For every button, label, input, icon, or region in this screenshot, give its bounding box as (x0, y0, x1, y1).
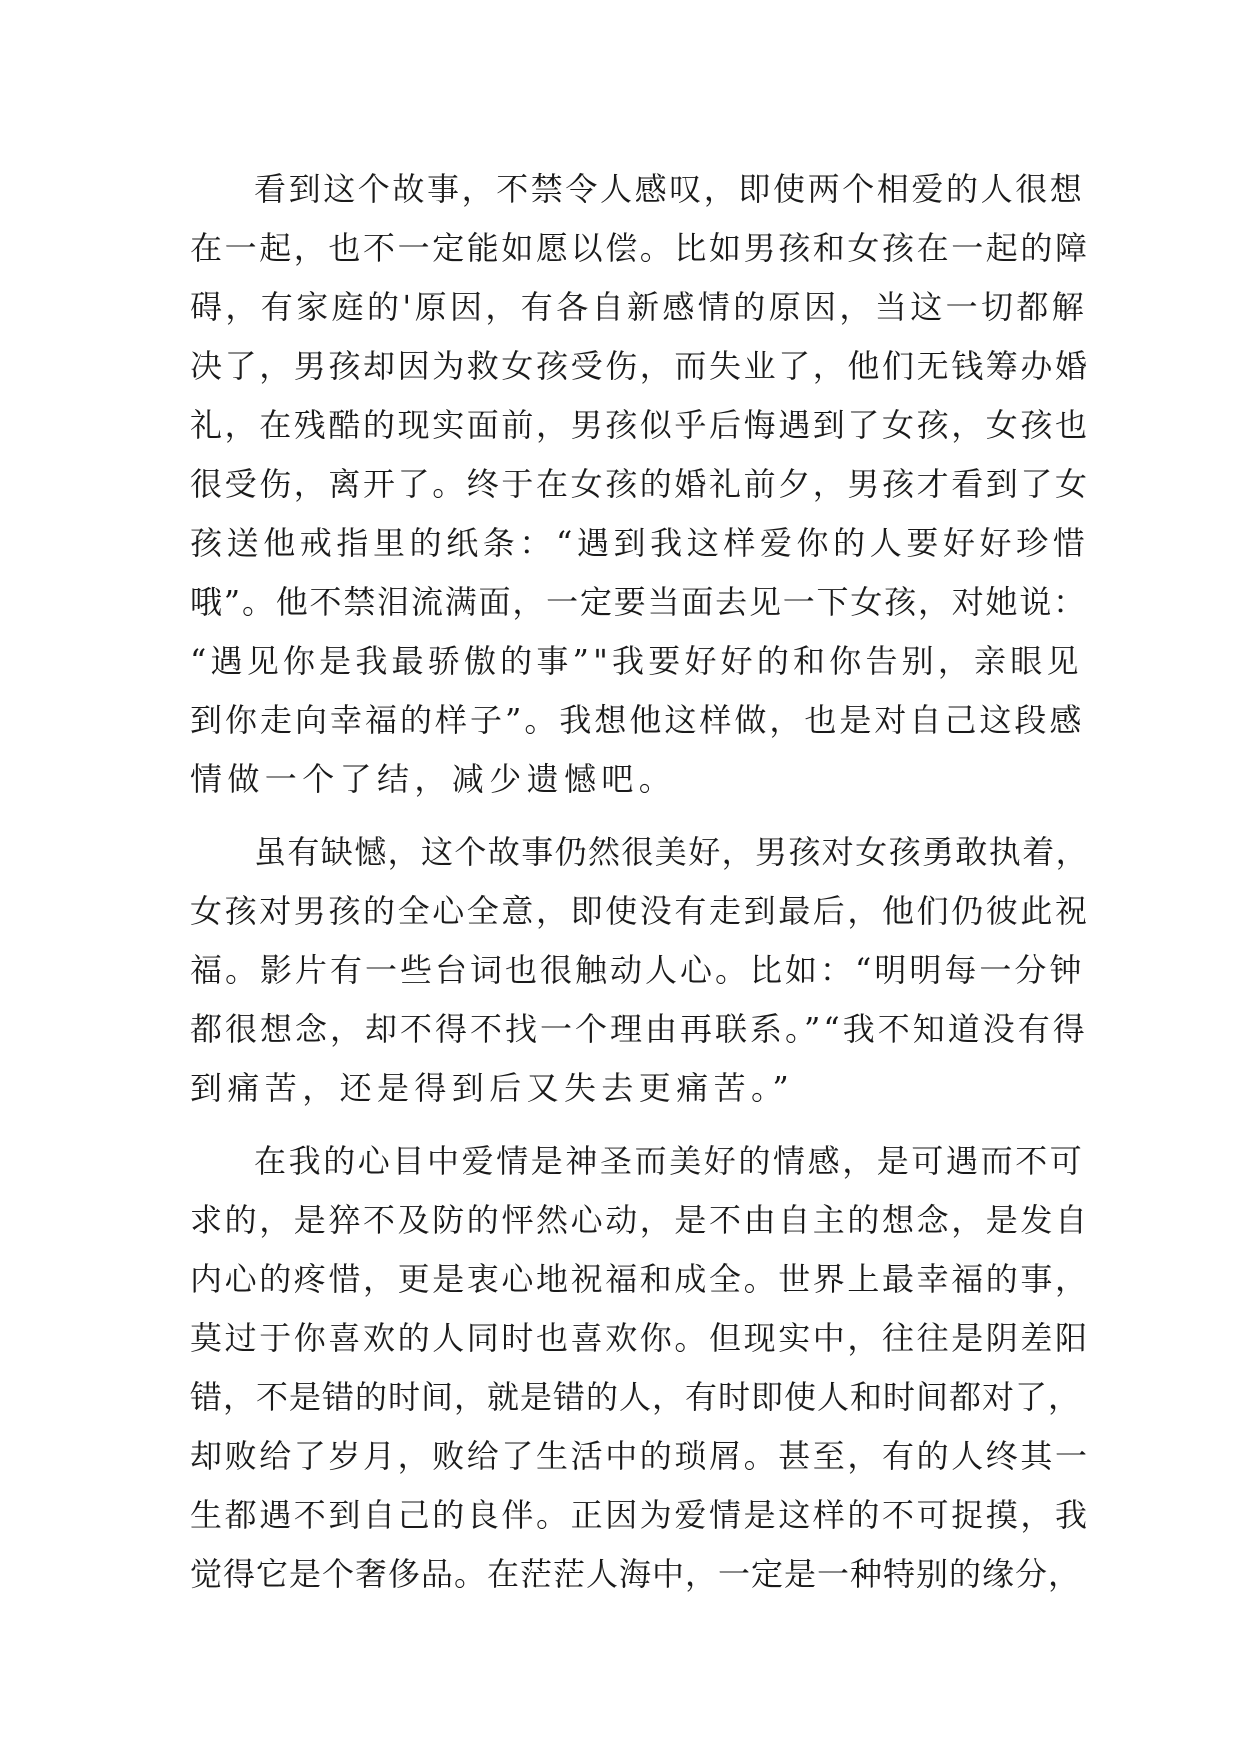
paragraph-1 (190, 160, 1090, 809)
essay-body (190, 160, 1090, 1604)
text-line: 到痛苦，还是得到后又失去更痛苦。” (190, 1069, 795, 1107)
text-line: “遇见你是我最骄傲的事”"我要好好的和你告别，亲眼见 (190, 642, 1083, 680)
paragraph-gap (190, 809, 1090, 823)
text-line: 礼，在残酷的现实面前，男孩似乎后悔遇到了女孩，女孩也 (190, 406, 1090, 444)
text-line: 看到这个故事，不禁令人感叹，即使两个相爱的人很想 (254, 170, 1085, 208)
paragraph-gap (190, 1118, 1090, 1132)
text-line: 到你走向幸福的样子”。我想他这样做，也是对自己这段感 (190, 701, 1085, 739)
text-line: 却败给了岁月，败给了生活中的琐屑。甚至，有的人终其一 (190, 1437, 1090, 1475)
text-line: 决了，男孩却因为救女孩受伤，而失业了，他们无钱筹办婚 (190, 347, 1090, 385)
text-line: 很受伤，离开了。终于在女孩的婚礼前夕，男孩才看到了女 (190, 465, 1090, 503)
text-line: 虽有缺憾，这个故事仍然很美好，男孩对女孩勇敢执着， (254, 833, 1090, 871)
text-line: 碍，有家庭的'原因，有各自新感情的原因，当这一切都解 (190, 288, 1088, 326)
text-line: 哦”。他不禁泪流满面，一定要当面去见一下女孩，对她说： (190, 583, 1087, 621)
text-line: 求的，是猝不及防的怦然心动，是不由自主的想念，是发自 (190, 1201, 1090, 1239)
paragraph-3 (190, 1132, 1090, 1604)
text-line: 情做一个了结，减少遗憾吧。 (190, 760, 677, 798)
text-line: 福。影片有一些台词也很触动人心。比如：“明明每一分钟 (190, 951, 1085, 989)
text-line: 觉得它是个奢侈品。在茫茫人海中，一定是一种特别的缘分， (190, 1555, 1082, 1593)
text-line: 都很想念，却不得不找一个理由再联系。”“我不知道没有得 (190, 1010, 1088, 1048)
text-line: 孩送他戒指里的纸条：“遇到我这样爱你的人要好好珍惜 (190, 524, 1090, 562)
paragraph-2 (190, 823, 1090, 1118)
text-line: 内心的疼惜，更是衷心地祝福和成全。世界上最幸福的事， (190, 1260, 1090, 1298)
text-line: 在一起，也不一定能如愿以偿。比如男孩和女孩在一起的障 (190, 229, 1090, 267)
text-line: 在我的心目中爱情是神圣而美好的情感，是可遇而不可 (254, 1142, 1085, 1180)
text-line: 莫过于你喜欢的人同时也喜欢你。但现实中，往往是阴差阳 (190, 1319, 1090, 1357)
text-line: 女孩对男孩的全心全意，即使没有走到最后，他们仍彼此祝 (190, 892, 1090, 930)
text-line: 生都遇不到自己的良伴。正因为爱情是这样的不可捉摸，我 (190, 1496, 1090, 1534)
text-line: 错，不是错的时间，就是错的人，有时即使人和时间都对了， (190, 1378, 1082, 1416)
